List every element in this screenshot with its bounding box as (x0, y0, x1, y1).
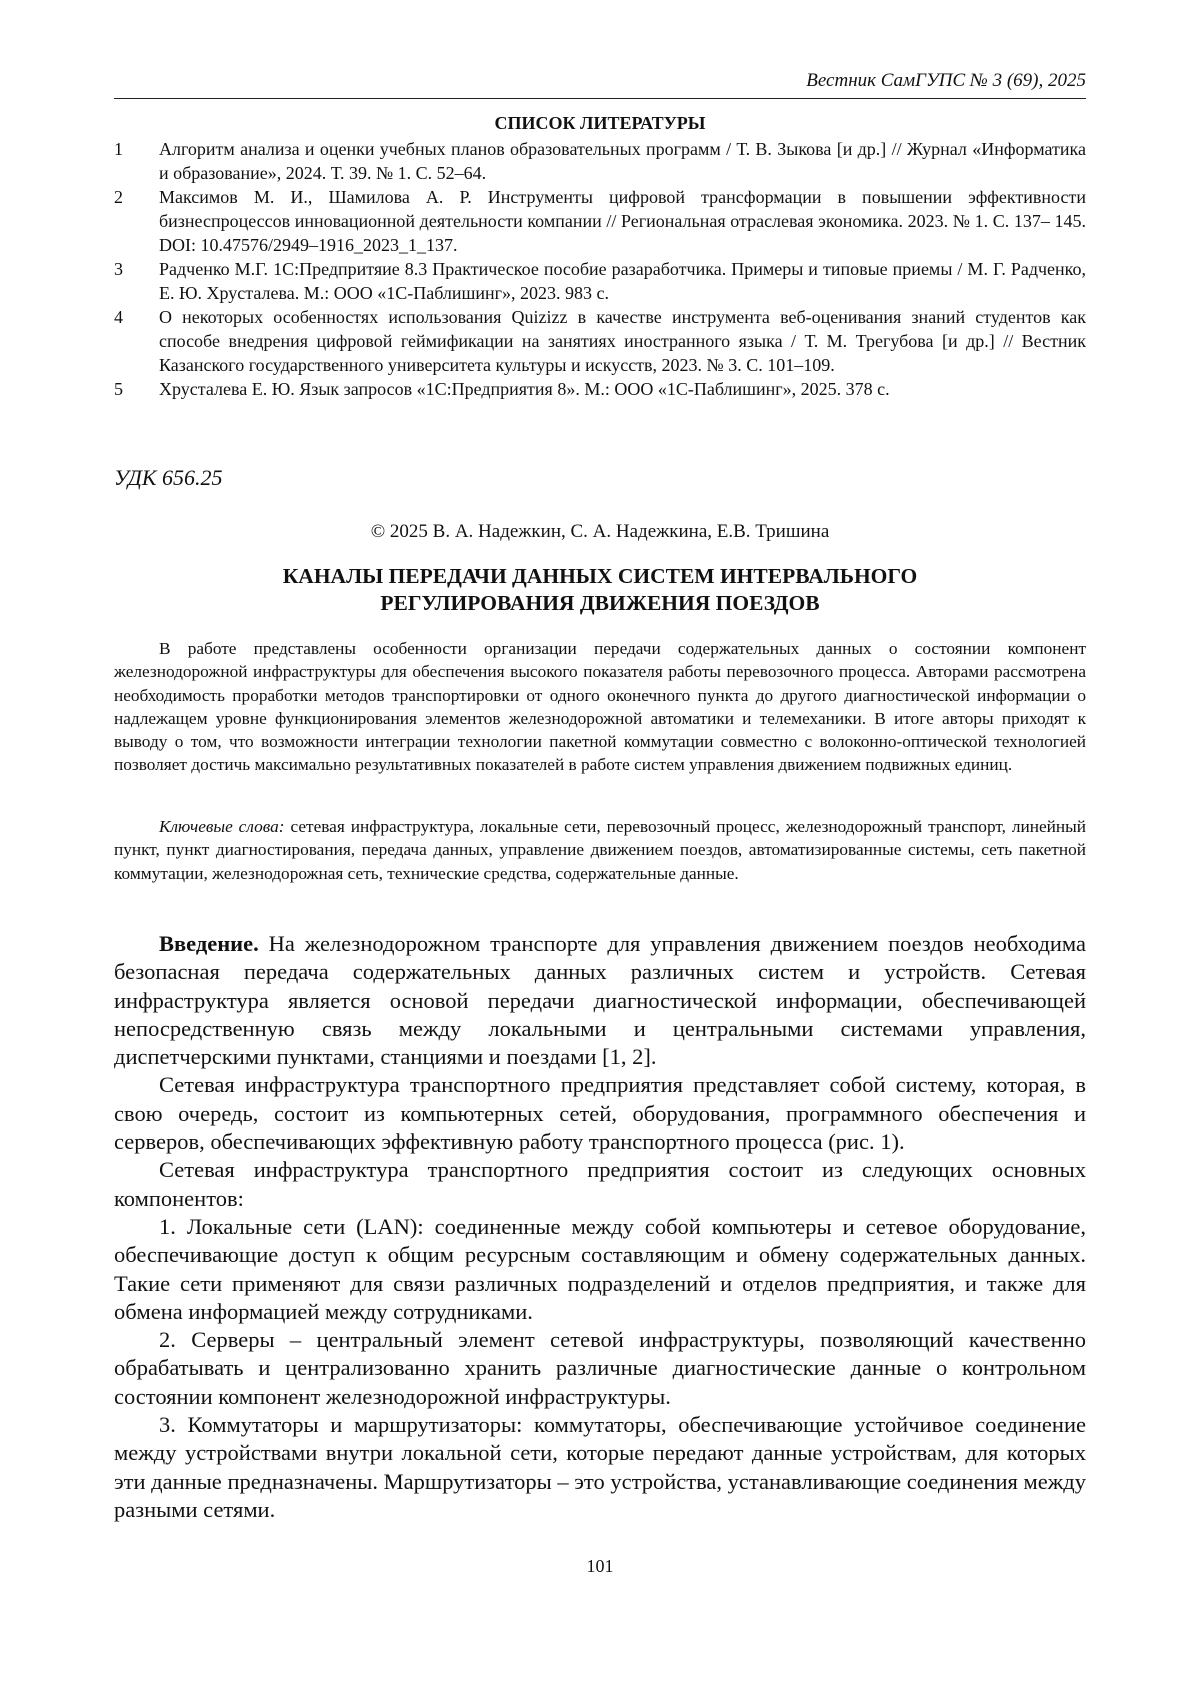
reference-item (114, 137, 1086, 185)
reference-text: Максимов М. И., Шамилова А. Р. Инструменты цифровой трансформации в повышении эффективности бизнеспроцессов инновационной деятельности компании // Региональная отраслевая экономика. 2023. № 1. С. 137– 145. DOI: 10.47576/2949–1916_2023_1_137. (159, 187, 1086, 255)
reference-text: Алгоритм анализа и оценки учебных планов образовательных программ / Т. В. Зыкова [и др.] // Журнал «Информатика и образование», 2024. Т. 39. № 1. С. 52–64. (159, 139, 1086, 183)
article-body (114, 930, 1086, 1524)
page-number: 101 (586, 1556, 614, 1576)
journal-header: Вестник СамГУПС № 3 (69), 2025 (114, 70, 1086, 99)
reference-text: Радченко М.Г. 1С:Предпритяие 8.3 Практическое пособие разаработчика. Примеры и типовые приемы / М. Г. Радченко, Е. Ю. Хрусталева. М.: ООО «1С-Паблишинг», 2023. 983 с. (159, 259, 1086, 303)
body-paragraph: 2. Серверы – центральный элемент сетевой инфраструктуры, позволяющий качественно обрабатывать и централизованно хранить различные диагностические данные о контрольном состоянии компонент железнодорожной инфраструктуры. (114, 1327, 1086, 1409)
reference-text: Хрусталева Е. Ю. Язык запросов «1С:Предприятия 8». М.: ООО «1С-Паблишинг», 2025. 378 с. (159, 379, 890, 399)
reference-number: 5 (114, 379, 123, 399)
authors-line: © 2025 В. А. Надежкин, С. А. Надежкина, Е.В. Тришина (370, 521, 830, 542)
reference-number: 3 (114, 259, 123, 279)
article-title-line: РЕГУЛИРОВАНИЯ ДВИЖЕНИЯ ПОЕЗДОВ (380, 591, 820, 615)
reference-number: 4 (114, 307, 123, 327)
article-title-line: КАНАЛЫ ПЕРЕДАЧИ ДАННЫХ СИСТЕМ ИНТЕРВАЛЬНОГО (282, 564, 918, 588)
intro-text: На железнодорожном транспорте для управления движением поездов необходима безопасная передача содержательных данных различных систем и устройств. Сетевая инфраструктура является основой передачи диагностической информации, обеспечивающей непосредственную связь между локальными и центральными системами управления, диспетчерскими пунктами, станциями и поездами [1, 2]. (114, 931, 1087, 1070)
keywords-label: Ключевые слова: (159, 817, 285, 836)
udk-code: УДК 656.25 (114, 465, 223, 490)
references-list (114, 137, 1086, 401)
article-title (114, 563, 1086, 617)
reference-item (114, 185, 1086, 257)
body-paragraph (114, 930, 1086, 1071)
keywords (114, 815, 1086, 885)
reference-text: О некоторых особенностях использования Quizizz в качестве инструмента веб-оценивания знаний студентов как способе внедрения цифровой геймификации на занятиях иностранного языка / Т. М. Трегубова [и др.] // Вестник Казанского государственного университета культуры и искусств, 2023. № 3. С. 101–109. (159, 307, 1086, 375)
reference-item (114, 257, 1086, 305)
reference-number: 1 (114, 139, 123, 159)
body-paragraph: 1. Локальные сети (LAN): соединенные между собой компьютеры и сетевое оборудование, обеспечивающие доступ к общим ресурсным составляющим и обмену содержательных данных. Такие сети применяют для связи различных подразделений и отделов предприятия, и также для обмена информацией между сотрудниками. (114, 1213, 1086, 1324)
intro-heading: Введение. (159, 931, 259, 956)
reference-item (114, 305, 1086, 377)
body-paragraph: Сетевая инфраструктура транспортного предприятия состоит из следующих основных компонентов: (114, 1157, 1086, 1211)
abstract: В работе представлены особенности организации передачи содержательных данных о состоянии компонент железнодорожной инфраструктуры для обеспечения высокого показателя работы перевозочного процесса. Авторами рассмотрена необходимость проработки методов транспортировки от одного оконечного пункта до другого диагностической информации о надлежащем уровне функционирования элементов железнодорожной автоматики и телемеханики. В итоге авторы приходят к выводу о том, что возможности интеграции технологии пакетной коммутации совместно с волоконно-оптической технологией позволяет достичь максимально результативных показателей в работе систем управления движением подвижных единиц. (114, 639, 1086, 775)
reference-number: 2 (114, 187, 123, 207)
keywords-text: сетевая инфраструктура, локальные сети, перевозочный процесс, железнодорожный транспорт, линейный пункт, пункт диагностирования, передача данных, управление движением поездов, автоматизированные системы, сеть пакетной коммутации, железнодорожная сеть, технические средства, содержательные данные. (114, 817, 1087, 883)
references-title: СПИСОК ЛИТЕРАТУРЫ (494, 113, 706, 133)
body-paragraph: Сетевая инфраструктура транспортного предприятия представляет собой систему, которая, в свою очередь, состоит из компьютерных сетей, оборудования, программного обеспечения и серверов, обеспечивающих эффективную работу транспортного процесса (рис. 1). (114, 1072, 1086, 1155)
body-paragraph: 3. Коммутаторы и маршрутизаторы: коммутаторы, обеспечивающие устойчивое соединение между устройствами внутри локальной сети, которые передают данные устройствам, для которых эти данные предназначены. Маршрутизаторы – это устройства, устанавливающие соединения между разными сетями. (114, 1412, 1086, 1522)
reference-item (114, 377, 1086, 401)
